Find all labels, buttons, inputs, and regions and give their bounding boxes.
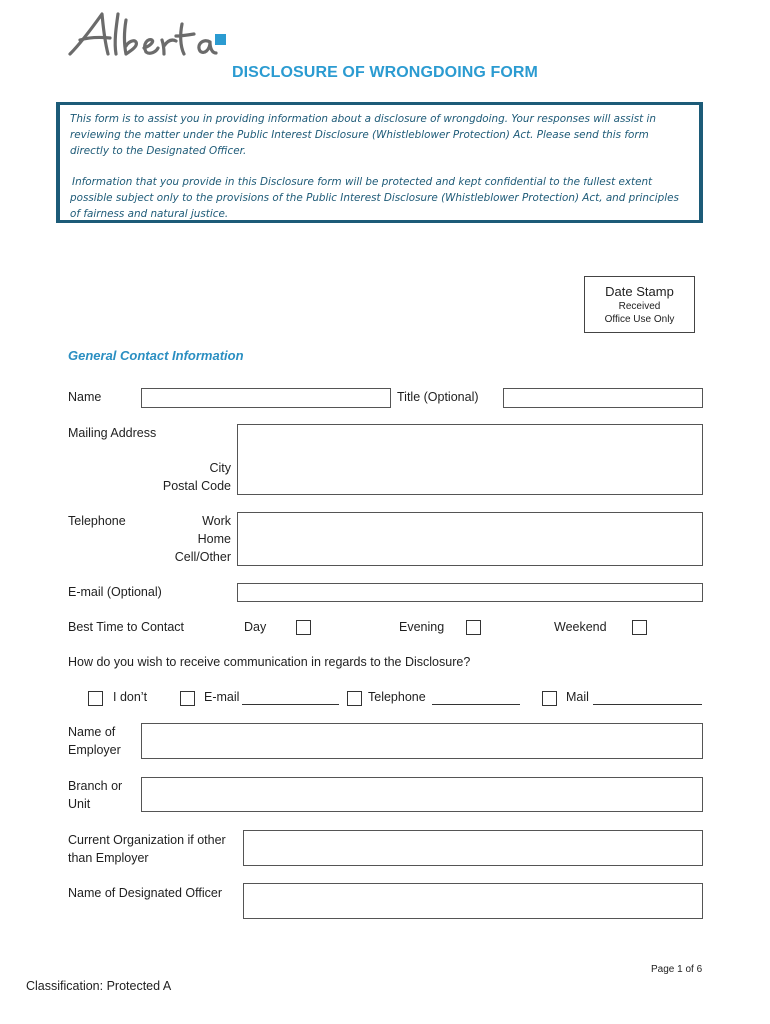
intro-paragraph-2: Information that you provide in this Disclosure form will be protected and kept confidential to the fullest extent possible subject only to the provisions of the Public Interest Disclosure (Whistleblower Protection) Act, and principles of fairness and natural justice.: [70, 176, 679, 220]
email-input[interactable]: [237, 583, 703, 602]
best-time-label: Best Time to Contact: [68, 620, 185, 634]
classification: Classification: Protected A: [26, 979, 172, 993]
telephone-input[interactable]: [237, 512, 703, 566]
day-checkbox[interactable]: [296, 620, 311, 635]
telephone-option-label: Telephone: [368, 690, 426, 704]
branch-label-line2: Unit: [68, 796, 91, 811]
designated-officer-label: Name of Designated Officer: [68, 886, 223, 900]
weekend-checkbox[interactable]: [632, 620, 647, 635]
title-input[interactable]: [503, 388, 703, 408]
alberta-logo: [66, 10, 228, 58]
title-label: Title (Optional): [397, 390, 479, 404]
date-stamp-title: Date Stamp: [605, 284, 674, 299]
email-option-checkbox[interactable]: [180, 691, 195, 706]
day-label: Day: [244, 620, 267, 634]
telephone-option-checkbox[interactable]: [347, 691, 362, 706]
branch-input[interactable]: [141, 777, 703, 812]
idont-checkbox[interactable]: [88, 691, 103, 706]
organization-label: [68, 832, 226, 867]
communication-question: How do you wish to receive communication in regards to the Disclosure?: [68, 655, 471, 669]
employer-label-line1: Name of: [68, 725, 116, 739]
organization-input[interactable]: [243, 830, 703, 866]
email-label: E-mail (Optional): [68, 585, 162, 599]
mailing-address-label: Mailing Address: [68, 426, 157, 440]
branch-label-line1: Branch or: [68, 779, 123, 793]
name-input[interactable]: [141, 388, 391, 408]
designated-officer-input[interactable]: [243, 883, 703, 919]
date-stamp-received: Received: [618, 301, 661, 312]
idont-label: I don’t: [113, 690, 148, 704]
cell-other-label: Cell/Other: [174, 550, 231, 564]
employer-input[interactable]: [141, 723, 703, 759]
date-stamp-box: [584, 276, 695, 333]
home-label: Home: [197, 532, 231, 546]
work-label: Work: [202, 514, 231, 528]
branch-label: [68, 778, 122, 813]
telephone-option-line[interactable]: [432, 704, 520, 705]
mail-option-line[interactable]: [593, 704, 702, 705]
organization-label-line2: than Employer: [68, 850, 149, 865]
email-option-label: E-mail: [204, 690, 240, 704]
organization-label-line1: Current Organization if other: [68, 833, 226, 847]
mail-option-checkbox[interactable]: [542, 691, 557, 706]
employer-label: [68, 724, 121, 759]
intro-box: [56, 102, 703, 223]
postal-code-label: Postal Code: [162, 479, 231, 493]
mail-option-label: Mail: [566, 690, 589, 704]
page-number: Page 1 of 6: [651, 964, 703, 975]
email-option-line[interactable]: [242, 704, 339, 705]
form-title: DISCLOSURE OF WRONGDOING FORM: [231, 64, 538, 81]
intro-paragraph-1: This form is to assist you in providing information about a disclosure of wrongdoing. Your responses will assist in reviewing the matter under the Public Interest Disclosure (Whistleblower Protection) Act. Please send this form directly to the Designated Officer.: [70, 113, 656, 157]
mailing-address-input[interactable]: [237, 424, 703, 495]
section-title: General Contact Information: [68, 348, 244, 363]
logo-accent-square: [215, 34, 226, 45]
alberta-logo-mark: [66, 10, 228, 58]
name-label: Name: [68, 390, 102, 404]
evening-label: Evening: [399, 620, 445, 634]
city-label: City: [209, 461, 231, 475]
telephone-label: Telephone: [68, 514, 126, 528]
evening-checkbox[interactable]: [466, 620, 481, 635]
date-stamp-office-use: Office Use Only: [604, 314, 675, 325]
weekend-label: Weekend: [554, 620, 607, 634]
employer-label-line2: Employer: [68, 742, 121, 757]
